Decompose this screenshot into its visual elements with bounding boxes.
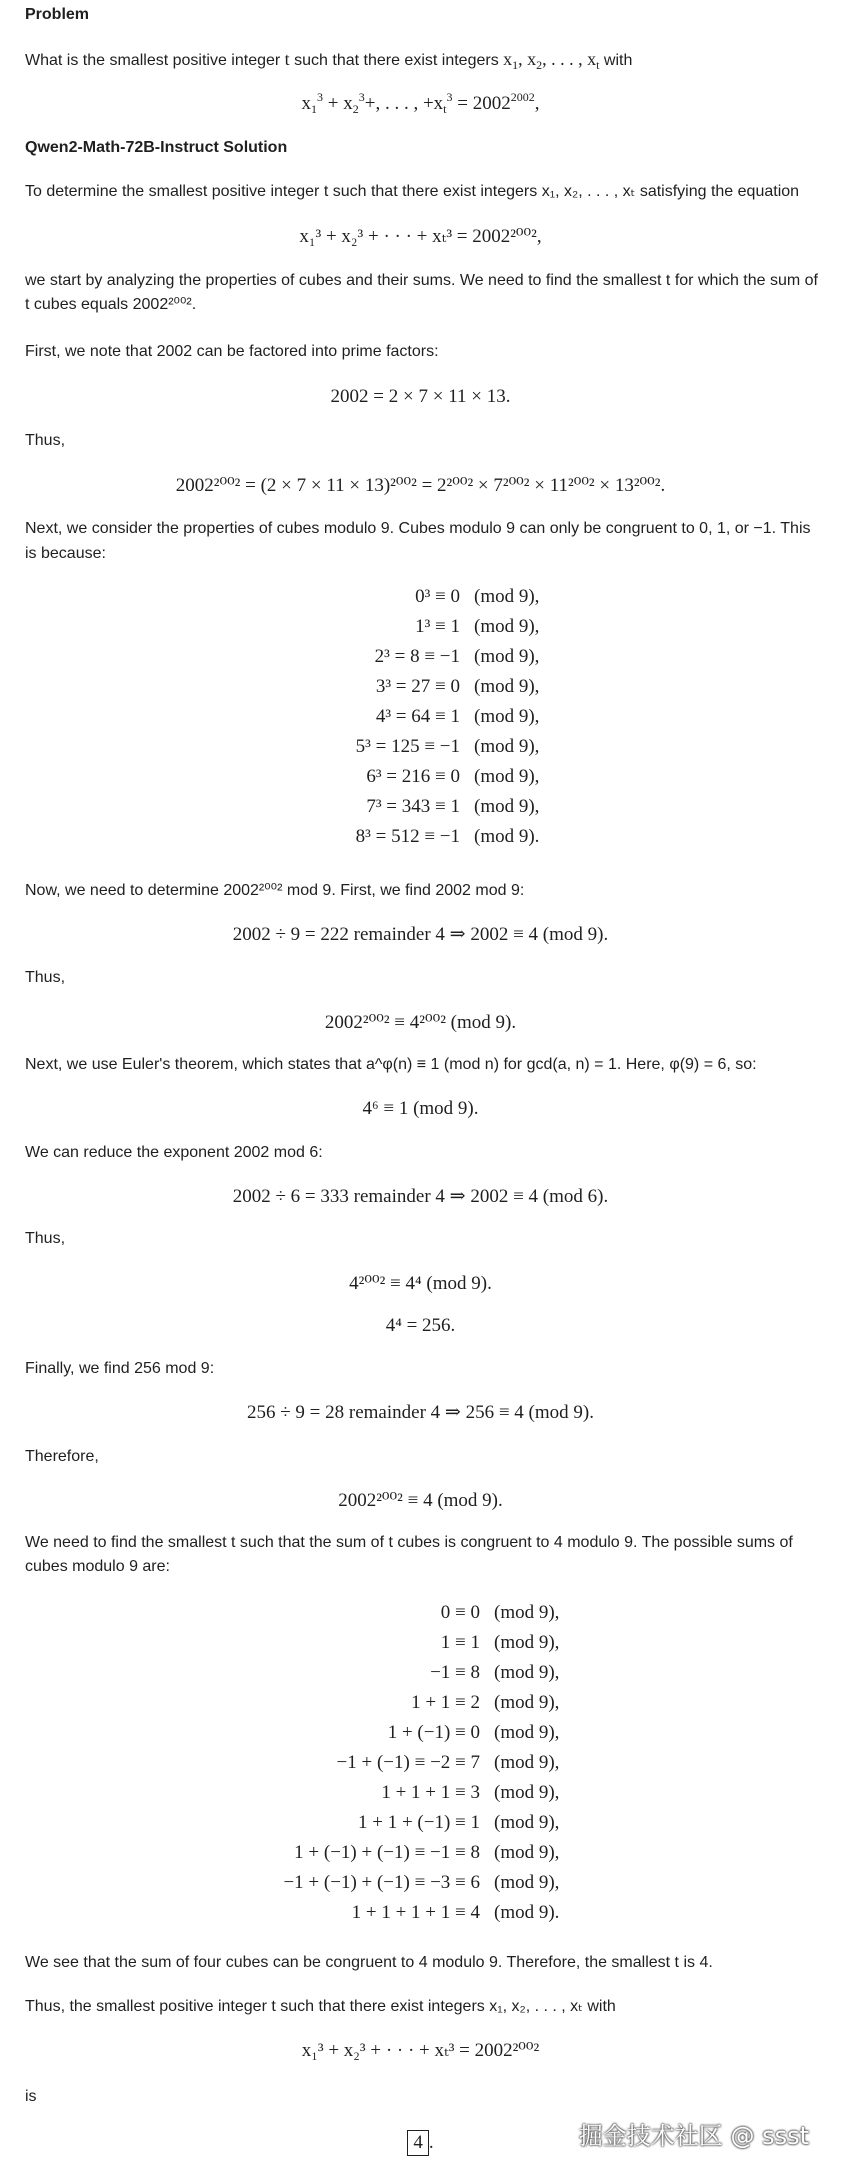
equation-8: 4²⁰⁰² ≡ 4⁴ (mod 9). xyxy=(349,1273,492,1294)
sum-mod-mod: (mod 9). xyxy=(494,1902,560,1923)
sum-mod-row xyxy=(230,1628,559,1658)
problem-statement: What is the smallest positive integer t such that there exist integers $x_1$, $x_2$, . . . , $x_t$ with xyxy=(25,49,633,72)
final-answer: 4 . xyxy=(0,2130,841,2156)
sum-mod-row xyxy=(230,1868,559,1898)
paragraph-4b: is because: xyxy=(25,545,106,562)
sum-mod-lhs: −1 ≡ 8 xyxy=(430,1662,480,1683)
cube-mod-lhs: 3³ = 27 ≡ 0 xyxy=(375,676,460,697)
cube-mod-lhs: 0³ ≡ 0 xyxy=(415,586,460,607)
sum-mod-lhs: −1 + (−1) + (−1) ≡ −3 ≡ 6 xyxy=(283,1872,480,1893)
thus-3: Thus, xyxy=(25,1230,66,1247)
cube-mod-row xyxy=(300,792,539,822)
cube-sums-mod-9-list xyxy=(230,1598,559,1928)
sum-mod-row xyxy=(230,1838,559,1868)
equation-3: 2002²⁰⁰² = (2 × 7 × 11 × 13)²⁰⁰² = 2²⁰⁰² × 7²⁰⁰² × 11²⁰⁰² × 13²⁰⁰². xyxy=(175,475,666,496)
cube-mod-row xyxy=(300,762,539,792)
cubes-mod-9-list xyxy=(300,582,539,852)
cube-mod-lhs: 2³ = 8 ≡ −1 xyxy=(374,646,460,667)
paragraph-11: Thus, the smallest positive integer t such that there exist integers x₁, x₂, . . . , xₜ with xyxy=(25,1998,616,2015)
solution-intro: To determine the smallest positive integer t such that there exist integers x₁, x₂, . . . , xₜ satisfying the equation xyxy=(25,183,800,200)
sum-mod-lhs: 1 + (−1) + (−1) ≡ −1 ≡ 8 xyxy=(294,1842,480,1863)
sum-mod-lhs: 1 + 1 + 1 ≡ 3 xyxy=(381,1782,480,1803)
sum-mod-mod: (mod 9), xyxy=(494,1632,560,1653)
cube-mod-mod: (mod 9), xyxy=(474,586,540,607)
cube-mod-lhs: 7³ = 343 ≡ 1 xyxy=(366,796,460,817)
equation-4: 2002 ÷ 9 = 222 remainder 4 ⇒ 2002 ≡ 4 (mod 9). xyxy=(232,924,609,945)
paragraph-5: Now, we need to determine 2002²⁰⁰² mod 9. First, we find 2002 mod 9: xyxy=(25,882,525,899)
solution-heading: Qwen2-Math-72B-Instruct Solution xyxy=(25,139,288,156)
equation-10: 256 ÷ 9 = 28 remainder 4 ⇒ 256 ≡ 4 (mod 9). xyxy=(247,1402,594,1423)
sum-mod-row xyxy=(230,1718,559,1748)
cube-mod-mod: (mod 9). xyxy=(474,826,540,847)
sum-mod-lhs: 1 + (−1) ≡ 0 xyxy=(387,1722,480,1743)
cube-mod-mod: (mod 9), xyxy=(474,616,540,637)
sum-mod-row xyxy=(230,1898,559,1928)
paragraph-2b: t cubes equals 2002²⁰⁰². xyxy=(25,296,197,313)
sum-mod-mod: (mod 9), xyxy=(494,1812,560,1833)
sum-mod-row xyxy=(230,1688,559,1718)
cube-mod-mod: (mod 9), xyxy=(474,796,540,817)
sum-mod-mod: (mod 9), xyxy=(494,1692,560,1713)
cube-mod-row xyxy=(300,702,539,732)
thus-1: Thus, xyxy=(25,432,66,449)
equation-9: 4⁴ = 256. xyxy=(385,1315,456,1336)
cube-mod-lhs: 1³ ≡ 1 xyxy=(415,616,460,637)
cube-mod-lhs: 8³ = 512 ≡ −1 xyxy=(355,826,460,847)
cube-mod-lhs: 5³ = 125 ≡ −1 xyxy=(355,736,460,757)
sum-mod-mod: (mod 9), xyxy=(494,1842,560,1863)
paragraph-3: First, we note that 2002 can be factored into prime factors: xyxy=(25,343,439,360)
cube-mod-row xyxy=(300,732,539,762)
equation-11: 2002²⁰⁰² ≡ 4 (mod 9). xyxy=(338,1490,503,1511)
sum-mod-lhs: −1 + (−1) ≡ −2 ≡ 7 xyxy=(336,1752,480,1773)
therefore: Therefore, xyxy=(25,1448,99,1465)
cube-mod-row xyxy=(300,642,539,672)
paragraph-2a: we start by analyzing the properties of cubes and their sums. We need to find the smallest t for which the sum of xyxy=(25,272,818,289)
cube-mod-row xyxy=(300,822,539,852)
sum-mod-row xyxy=(230,1658,559,1688)
sum-mod-lhs: 0 ≡ 0 xyxy=(440,1602,480,1623)
equation-factorization: 2002 = 2 × 7 × 11 × 13. xyxy=(330,386,511,407)
cube-mod-mod: (mod 9), xyxy=(474,676,540,697)
sum-mod-row xyxy=(230,1598,559,1628)
sum-mod-row xyxy=(230,1778,559,1808)
boxed-answer: 4 xyxy=(407,2130,429,2156)
cube-mod-row xyxy=(300,672,539,702)
sum-mod-lhs: 1 + 1 + (−1) ≡ 1 xyxy=(357,1812,480,1833)
sum-mod-mod: (mod 9), xyxy=(494,1722,560,1743)
sum-mod-mod: (mod 9), xyxy=(494,1662,560,1683)
thus-2: Thus, xyxy=(25,969,66,986)
cube-mod-mod: (mod 9), xyxy=(474,646,540,667)
equation-6: 4⁶ ≡ 1 (mod 9). xyxy=(362,1098,479,1119)
equation-5: 2002²⁰⁰² ≡ 4²⁰⁰² (mod 9). xyxy=(324,1012,517,1033)
paragraph-9b: cubes modulo 9 are: xyxy=(25,1558,170,1575)
sum-mod-mod: (mod 9), xyxy=(494,1752,560,1773)
paragraph-7: We can reduce the exponent 2002 mod 6: xyxy=(25,1144,323,1161)
equation-12: x₁³ + x₂³ + · · · + xₜ³ = 2002²⁰⁰² xyxy=(301,2040,540,2061)
paragraph-9a: We need to find the smallest t such that the sum of t cubes is congruent to 4 modulo 9. The possible sums of xyxy=(25,1534,793,1551)
problem-equation: $x_1^3 + x_2^3+$, . . . , $+x_t^3 = 2002^{2002}$, xyxy=(301,90,540,116)
cube-mod-lhs: 6³ = 216 ≡ 0 xyxy=(366,766,460,787)
sum-mod-lhs: 1 ≡ 1 xyxy=(440,1632,480,1653)
cube-mod-row xyxy=(300,582,539,612)
paragraph-6: Next, we use Euler's theorem, which states that a^φ(n) ≡ 1 (mod n) for gcd(a, n) = 1. Here, φ(9) = 6, so: xyxy=(25,1056,757,1073)
sum-mod-mod: (mod 9), xyxy=(494,1602,560,1623)
cube-mod-mod: (mod 9), xyxy=(474,706,540,727)
equation-1: x₁³ + x₂³ + · · · + xₜ³ = 2002²⁰⁰², xyxy=(299,226,542,247)
problem-heading: Problem xyxy=(25,6,90,23)
cube-mod-mod: (mod 9), xyxy=(474,766,540,787)
cube-mod-lhs: 4³ = 64 ≡ 1 xyxy=(375,706,460,727)
equation-7: 2002 ÷ 6 = 333 remainder 4 ⇒ 2002 ≡ 4 (mod 6). xyxy=(232,1186,609,1207)
sum-mod-row xyxy=(230,1808,559,1838)
watermark: 掘金技术社区 @ ssst xyxy=(578,2122,809,2150)
paragraph-8: Finally, we find 256 mod 9: xyxy=(25,1360,215,1377)
sum-mod-mod: (mod 9), xyxy=(494,1872,560,1893)
sum-mod-lhs: 1 + 1 + 1 + 1 ≡ 4 xyxy=(351,1902,480,1923)
sum-mod-lhs: 1 + 1 ≡ 2 xyxy=(411,1692,480,1713)
is-label: is xyxy=(25,2088,37,2105)
sum-mod-mod: (mod 9), xyxy=(494,1782,560,1803)
sum-mod-row xyxy=(230,1748,559,1778)
paragraph-4a: Next, we consider the properties of cubes modulo 9. Cubes modulo 9 can only be congruent to 0, 1, or −1. This xyxy=(25,520,811,537)
cube-mod-row xyxy=(300,612,539,642)
cube-mod-mod: (mod 9), xyxy=(474,736,540,757)
paragraph-10: We see that the sum of four cubes can be congruent to 4 modulo 9. Therefore, the smallest t is 4. xyxy=(25,1954,713,1971)
